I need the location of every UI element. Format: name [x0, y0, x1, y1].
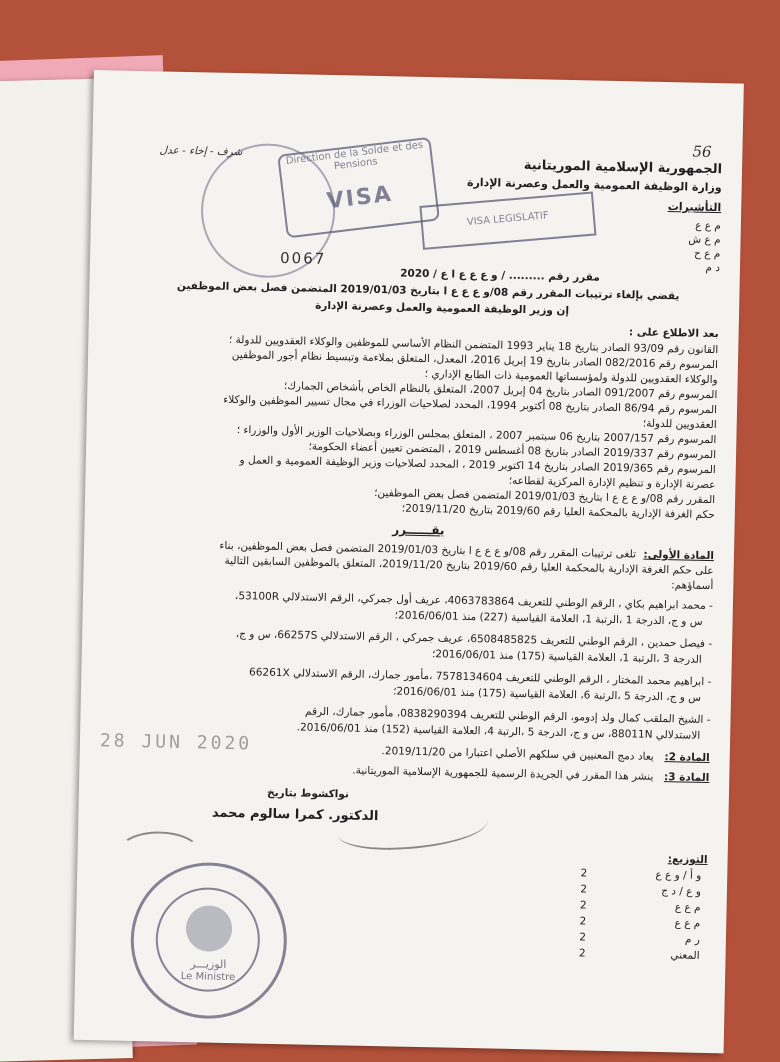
ministry-header: وزارة الوظيفة العمومية والعمل وعصرنة الإدارة — [466, 175, 722, 195]
republic-header: الجمهورية الإسلامية الموريتانية — [523, 158, 723, 178]
distribution-title: التوزيع: — [667, 853, 708, 867]
visas-title: التأشيرات — [667, 200, 722, 215]
seal-title-fr: Le Ministre — [180, 971, 236, 984]
visa-word: VISA — [325, 181, 395, 215]
preamble-line: المرسوم رقم 2019/365 الصادر بتاريخ 14 اكتوبر 2019 ، المحدد لصلاحيات وزير الوظيفة العمومية و العمل و — [239, 454, 716, 477]
visa-code: م ع ش — [688, 233, 721, 247]
decision-number-stamp: 0067 — [279, 248, 327, 268]
person-entry: - ابراهيم محمد المختار ، الرقم الوطني للتعريف 7578134604 ،مأمور جمارك، الرقم الاستدلالي 66261X — [248, 666, 712, 689]
distribution-dest: المعني — [670, 949, 700, 962]
article-3-label: المادة 3: — [663, 771, 710, 785]
article-2-text: يعاد دمج المعنيين في سلكهم الأصلي اعتبارا من 2019/11/20. — [381, 745, 654, 763]
distribution-dest: و أ / و ع ع — [655, 868, 702, 882]
person-entry: الدرجة 3 ،الرتبة 1، العلامة القياسية (175) منذ 2016/06/01؛ — [431, 648, 702, 666]
person-entry: - فيصل حمدين ، الرقم الوطني للتعريف 6508485825، عريف جمركي ، الرقم الاستدلالي 66257S، س و ج، — [235, 628, 713, 651]
person-entry: س و ج، الدرجة 5 ،الرتبة 6، العلامة القياسية (175) منذ 2016/06/01؛ — [393, 685, 702, 704]
preamble-line: القانون رقم 93/09 الصادر بتاريخ 18 يناير 1993 المتضمن النظام الأساسي للموظفين والوكلاء العقدويين للدولة ؛ — [228, 333, 719, 357]
decision-author: إن وزير الوظيفة العمومية والعمل وعصرنة الإدارة — [315, 299, 570, 318]
place-date: نواكشوط بتاريخ — [266, 786, 350, 801]
motto: شرف - إخاء - عدل — [159, 144, 243, 159]
article-1-text: تلغى ترتيبات المقرر رقم 08/و ع ع ع ا بتاريخ 2019/01/03 المتضمن فصل بعض الموظفين، بناء — [219, 539, 637, 561]
article-2-label: المادة 2: — [664, 751, 710, 765]
seal-title-ar: الوزيـــر — [190, 957, 227, 971]
person-entry: س و ج، الدرجة 1 ،الرتبة 1، العلامة القياسية (227) منذ 2016/06/01؛ — [394, 609, 703, 628]
preamble-title: بعد الاطلاع على : — [628, 326, 719, 341]
visa-stamp-text: Direction de la Solde et des Pensions — [285, 139, 424, 173]
visa-code: م ع ع — [695, 219, 721, 233]
article-1-text: على حكم الغرفة الإدارية بالمحكمة العليا رقم 2019/60 بتاريخ 2019/11/20، المتعلق بالموظفين السابقين التالية — [224, 554, 714, 578]
preamble-line: المرسوم رقم 86/94 الصادر بتاريخ 08 أكتوبر 1994، المحدد لصلاحيات الوزراء في مجال تسيير الموظفين والوكلاء — [223, 393, 718, 417]
distribution-qty: 2 — [580, 867, 588, 880]
distribution-qty: 2 — [580, 883, 588, 896]
distribution-qty: 2 — [579, 931, 587, 944]
article-3-text: ينشر هذا المقرر في الجريدة الرسمية للجمهورية الإسلامية الموريتانية. — [352, 764, 654, 783]
distribution-qty: 2 — [578, 947, 586, 960]
preamble-line: عصرنة الإدارة و تنظيم الإدارة المركزية لقطاعه؛ — [508, 474, 716, 492]
person-entry: - محمد ابراهيم بكاي ، الرقم الوطني للتعريف 4063783864، عريف أول جمركي، الرقم الاستدلالي 53100R، — [234, 590, 714, 613]
article-1-text: أسماؤهم: — [671, 579, 714, 593]
decision-subject: يقضي بإلغاء ترتيبات المقرر رقم 08/و ع ع ع ا بتاريخ 2019/01/03 المتضمن فصل بعض الموظفين — [176, 279, 680, 303]
preamble-line: المرسوم رقم 2019/337 الصادر بتاريخ 08 أغسطس 2019 ، المتضمن تعيين أعضاء الحكومة؛ — [308, 440, 717, 462]
preamble-line: حكم الغرفة الإدارية بالمحكمة العليا رقم 2019/60 بتاريخ 2019/11/20؛ — [401, 502, 715, 522]
distribution-dest: م ع ع — [674, 901, 701, 914]
preamble-line: والوكلاء العقدويين للدولة ولمؤسساتها العمومية ذات الطابع الإداري ؛ — [424, 367, 718, 387]
visa-code: م ع ح — [693, 247, 721, 261]
distribution-qty: 2 — [579, 899, 587, 912]
signatory-name: الدكتور. كمرا سالوم محمد — [211, 805, 379, 825]
date-stamp: 28 JUN 2020 — [99, 730, 253, 755]
preamble-line: المرسوم رقم 082/2016 الصادر بتاريخ 19 إبريل 2016، المعدل، المتعلق بملاءمة وتبسيط نظام أجور الموظفين — [231, 348, 719, 372]
page-number: 56 — [692, 142, 712, 161]
person-entry: الاستدلالي 88011N، س و ج، الدرجة 5 ،الرتبة 4، العلامة القياسية (152) منذ 2016/06/01. — [296, 721, 701, 742]
visa-code: د م — [705, 261, 721, 275]
article-1-label: المادة الأولى: — [643, 548, 715, 563]
preamble-line: العقدويين للدولة؛ — [642, 417, 717, 432]
distribution-dest: م ع ع — [674, 917, 701, 930]
decides-heading: يقــــــرر — [392, 522, 445, 538]
person-entry: - الشيخ الملقب كمال ولد إدومو، الرقم الوطني للتعريف 0838290394، مأمور جمارك، الرقم — [304, 705, 711, 727]
preamble-line: المرسوم رقم 091/2007 الصادر بتاريخ 04 إبريل 2007، المتعلق بالنظام الخاص بأشخاص الجمارك؛ — [283, 380, 718, 402]
preamble-line: المقرر رقم 08/و ع ع ع ا بتاريخ 2019/01/03 المتضمن فصل بعض الموظفين؛ — [374, 486, 716, 507]
distribution-dest: و ع / د ج — [661, 885, 702, 898]
document-page — [74, 70, 744, 1053]
distribution-qty: 2 — [579, 915, 587, 928]
preamble-line: المرسوم رقم 2007/157 بتاريخ 06 سبتمبر 2007 ، المتعلق بمجلس الوزراء وبصلاحيات الوزير الأول والوزراء ؛ — [236, 424, 717, 447]
decision-number: مقرر رقم ......... / و ع ع ع ا ع / 2020 — [400, 267, 600, 284]
distribution-dest: ر م — [684, 933, 701, 946]
legislative-visa-stamp: VISA LEGISLATIF — [419, 191, 596, 249]
